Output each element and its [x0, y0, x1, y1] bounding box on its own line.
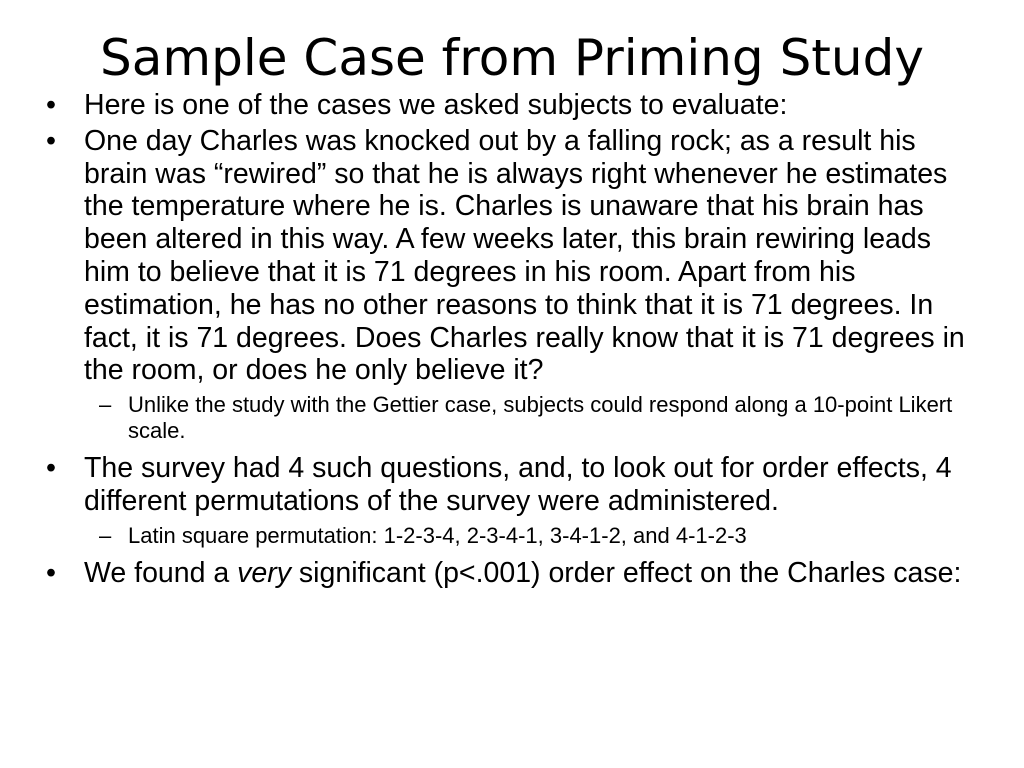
bullet-finding-emphasis: very [237, 556, 292, 589]
slide-title: Sample Case from Priming Study [100, 29, 924, 87]
bullet-marker: • [46, 556, 56, 589]
bullet-marker: • [46, 89, 56, 121]
bullet-intro-text: Here is one of the cases we asked subjects to evaluate: [84, 89, 788, 121]
bullet-finding [46, 557, 966, 590]
bullet-finding-after: significant (p<.001) order effect on the Charles case: [291, 556, 962, 589]
subbullet-latin-square-text: Latin square permutation: 1-2-3-4, 2-3-4-1, 3-4-1-2, and 4-1-2-3 [128, 522, 747, 548]
bullet-charles-case-text: One day Charles was knocked out by a falling rock; as a result his brain was “rewired” so that he is always right whenever he estimates the temperature where he is. Charles is unaware that his brain has been altered in this way. A few weeks later, this brain rewiring leads him to believe that it is 71 degrees in his room. Apart from his estimation, he has no other reasons to think that it is 71 degrees. In fact, it is 71 degrees. Does Charles really know that it is 71 degrees in the room, or does he only believe it? [84, 124, 965, 387]
bullet-survey [46, 452, 966, 518]
bullet-marker: • [46, 124, 56, 157]
subbullet-likert [46, 392, 966, 444]
bullet-survey-text: The survey had 4 such questions, and, to look out for order effects, 4 different permutations of the survey were administered. [84, 452, 952, 517]
subbullet-likert-text: Unlike the study with the Gettier case, subjects could respond along a 10-point Likert scale. [128, 392, 953, 444]
dash-marker: – [99, 522, 112, 548]
bullet-charles-case [46, 125, 966, 387]
dash-marker: – [99, 392, 112, 418]
bullet-finding-text [84, 557, 961, 589]
subbullet-latin-square [46, 523, 966, 549]
bullet-finding-before: We found a [84, 556, 238, 589]
bullet-marker: • [46, 452, 56, 485]
slide-body [46, 89, 966, 593]
bullet-intro [46, 89, 966, 122]
